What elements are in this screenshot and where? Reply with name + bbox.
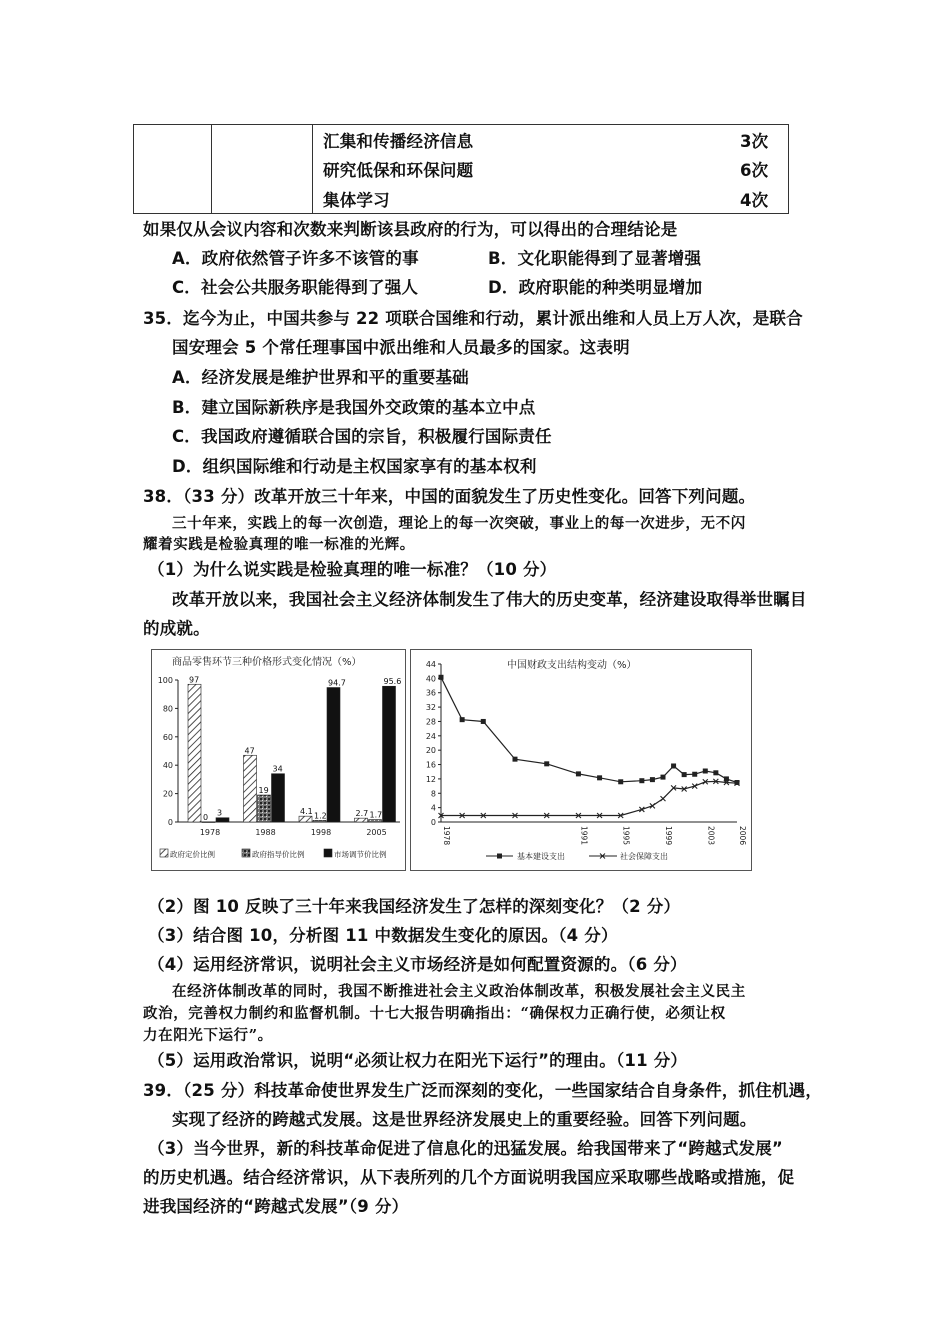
q38-material2-line1: 改革开放以来，我国社会主义经济体制发生了伟大的历史变革，经济建设取得举世瞩目: [172, 590, 807, 609]
line-point-social-security: [661, 796, 666, 801]
table-divider: [211, 125, 212, 213]
q34-stem: 如果仅从会议内容和次数来判断该县政府的行为，可以得出的合理结论是: [143, 220, 678, 239]
bar-x-tick-label: 2005: [366, 828, 387, 837]
q35-option-a: A．经济发展是维护世界和平的重要基础: [172, 368, 469, 387]
q39-sub3-line2: 的历史机遇。结合经济常识，从下表所列的几个方面说明我国应采取哪些战略或措施，促: [143, 1168, 795, 1187]
bar-data-label: 19: [258, 786, 269, 796]
line-y-tick-label: 32: [425, 703, 436, 713]
bar-data-label: 2.7: [355, 809, 369, 819]
line-chart: [411, 650, 751, 870]
line-point-base-construction: [439, 675, 444, 680]
bar-data-label: 95.6: [383, 677, 402, 687]
line-y-tick-label: 40: [425, 674, 436, 684]
bar-1978-series-1: [202, 822, 215, 823]
bar-data-label: 97: [189, 675, 200, 685]
bar-1978-series-2: [216, 818, 229, 822]
bar-y-tick-label: 0: [167, 818, 173, 827]
q34-option-d: D．政府职能的种类明显增加: [488, 278, 703, 297]
q35-option-d: D．组织国际维和行动是主权国家享有的基本权利: [172, 457, 537, 476]
q38-material1-line1: 三十年来，实践上的每一次创造，理论上的每一次突破，事业上的每一次进步，无不闪: [172, 515, 746, 532]
q35-option-b: B．建立国际新秩序是我国外交政策的基本立中点: [172, 398, 536, 417]
line-point-base-construction: [618, 779, 623, 784]
q35-stem-line1: 35．迄今为止，中国共参与 22 项联合国维和行动，累计派出维和人员上万人次，是联合: [143, 309, 803, 328]
table-row-count: 4次: [740, 191, 769, 210]
bar-data-label: 1.2: [314, 811, 327, 821]
table-row-item: 集体学习: [323, 191, 390, 210]
line-series-1: [441, 781, 737, 815]
q38-material3-line1: 在经济体制改革的同时，我国不断推进社会主义政治体制改革，积极发展社会主义民主: [172, 983, 746, 1000]
bar-data-label: 47: [244, 746, 255, 756]
line-y-tick-label: 0: [430, 818, 436, 827]
table-row-count: 6次: [740, 161, 769, 180]
bar-2005-series-2: [383, 686, 396, 822]
line-point-base-construction: [682, 772, 687, 777]
bar-x-tick-label: 1978: [199, 828, 221, 837]
line-y-tick-label: 4: [430, 803, 436, 813]
q38-sub1: （1）为什么说实践是检验真理的唯一标准？（10 分）: [148, 560, 557, 579]
bar-y-tick-label: 20: [162, 789, 173, 799]
table-row-count: 3次: [740, 132, 769, 151]
q38-sub4: （4）运用经济常识，说明社会主义市场经济是如何配置资源的。（6 分）: [148, 955, 687, 974]
line-y-tick-label: 12: [425, 774, 436, 784]
bar-chart: [152, 650, 405, 870]
q39-stem-line1: 39．（25 分）科技革命使世界发生广泛而深刻的变化，一些国家结合自身条件，抓住机遇，: [143, 1081, 823, 1100]
q35-stem-line2: 国安理会 5 个常任理事国中派出维和人员最多的国家。这表明: [172, 338, 630, 357]
line-chart-title: 中国财政支出结构变动（%）: [507, 660, 637, 671]
figure-11: [410, 649, 752, 871]
line-point-base-construction: [671, 763, 676, 768]
line-y-tick-label: 8: [430, 789, 436, 799]
q34-option-c: C．社会公共服务职能得到了强人: [172, 278, 419, 297]
line-x-tick-label: 1995: [621, 826, 631, 846]
bar-chart-title: 商品零售环节三种价格形式变化情况（%）: [172, 657, 362, 668]
line-point-base-construction: [703, 769, 708, 774]
bar-1988-series-2: [272, 774, 285, 822]
figure-10: [151, 649, 406, 871]
line-y-tick-label: 28: [425, 717, 436, 727]
line-point-base-construction: [713, 770, 718, 775]
bar-legend-label: 市场调节价比例: [334, 850, 387, 859]
bar-legend-swatch: [242, 849, 250, 857]
line-point-base-construction: [692, 772, 697, 777]
bar-x-tick-label: 1988: [255, 828, 276, 837]
bar-data-label: 0: [203, 813, 209, 822]
bar-1998-series-0: [299, 816, 312, 822]
bar-data-label: 34: [272, 764, 283, 774]
table-row-item: 汇集和传播经济信息: [323, 132, 474, 151]
line-x-tick-label: 1991: [579, 826, 589, 846]
line-point-base-construction: [576, 771, 581, 776]
line-series-0: [441, 677, 737, 782]
line-point-base-construction: [661, 775, 666, 780]
bar-1998-series-1: [313, 820, 326, 822]
line-x-tick-label: 1999: [664, 826, 673, 846]
q39-stem-line2: 实现了经济的跨越式发展。这是世界经济发展史上的重要经验。回答下列问题。: [172, 1110, 757, 1129]
q39-sub3-line3: 进我国经济的“跨越式发展”（9 分）: [143, 1197, 409, 1216]
bar-1988-series-1: [258, 795, 271, 822]
bar-legend-swatch: [324, 849, 332, 857]
q38-sub3: （3）结合图 10，分析图 11 中数据发生变化的原因。（4 分）: [148, 926, 618, 945]
bar-legend-swatch: [160, 849, 168, 857]
line-point-base-construction: [460, 717, 465, 722]
line-point-base-construction: [597, 775, 602, 780]
line-y-tick-label: 16: [425, 760, 436, 770]
line-y-tick-label: 44: [425, 660, 436, 669]
bar-legend-label: 政府定价比例: [170, 850, 215, 859]
table-divider: [312, 125, 313, 213]
q38-sub5: （5）运用政治常识，说明“必须让权力在阳光下运行”的理由。（11 分）: [148, 1051, 688, 1070]
line-legend-label: 社会保障支出: [620, 852, 668, 861]
line-point-base-construction: [650, 777, 655, 782]
line-y-tick-label: 24: [425, 731, 436, 741]
bar-1998-series-2: [327, 688, 340, 822]
q38-sub2: （2）图 10 反映了三十年来我国经济发生了怎样的深刻变化？（2 分）: [148, 897, 681, 916]
q34-option-b: B．文化职能得到了显著增强: [488, 249, 702, 268]
line-point-base-construction: [544, 761, 549, 766]
bar-y-tick-label: 40: [162, 761, 173, 771]
line-point-base-construction: [513, 757, 518, 762]
bar-data-label: 1.7: [369, 810, 383, 820]
line-point-base-construction: [639, 778, 644, 783]
bar-1978-series-0: [188, 684, 201, 822]
bar-x-tick-label: 1998: [310, 828, 332, 837]
q38-material3-line3: 力在阳光下运行”。: [143, 1027, 273, 1044]
line-legend-marker: [497, 854, 502, 859]
line-y-tick-label: 36: [425, 688, 436, 698]
line-x-tick-label: 2003: [706, 826, 716, 846]
q38-stem: 38．（33 分）改革开放三十年来，中国的面貌发生了历史性变化。回答下列问题。: [143, 487, 756, 506]
bar-data-label: 94.7: [328, 678, 346, 688]
q34-option-a: A．政府依然管子许多不该管的事: [172, 249, 419, 268]
line-x-tick-label: 1978: [442, 826, 451, 846]
q35-option-c: C．我国政府遵循联合国的宗旨，积极履行国际责任: [172, 427, 552, 446]
q38-material1-line2: 耀着实践是检验真理的唯一标准的光辉。: [143, 536, 415, 553]
bar-data-label: 3: [217, 808, 223, 818]
bar-y-tick-label: 100: [157, 676, 173, 685]
table-row-item: 研究低保和环保问题: [323, 161, 474, 180]
line-legend-label: 基本建设支出: [517, 852, 565, 861]
bar-1988-series-0: [244, 755, 257, 822]
bar-y-tick-label: 80: [162, 704, 173, 714]
bar-2005-series-1: [369, 820, 382, 822]
line-y-tick-label: 20: [425, 746, 436, 756]
q38-material3-line2: 政治，完善权力制约和监督机制。十七大报告明确指出：“确保权力正确行使，必须让权: [143, 1005, 726, 1022]
line-point-base-construction: [481, 719, 486, 724]
q39-sub3-line1: （3）当今世界，新的科技革命促进了信息化的迅猛发展。给我国带来了“跨越式发展”: [148, 1139, 783, 1158]
line-x-tick-label: 2006: [738, 826, 747, 846]
bar-2005-series-0: [355, 818, 368, 822]
bar-legend-label: 政府指导价比例: [252, 850, 305, 859]
q38-material2-line2: 的成就。: [143, 619, 210, 638]
bar-y-tick-label: 60: [162, 732, 173, 742]
bar-data-label: 4.1: [300, 807, 313, 817]
